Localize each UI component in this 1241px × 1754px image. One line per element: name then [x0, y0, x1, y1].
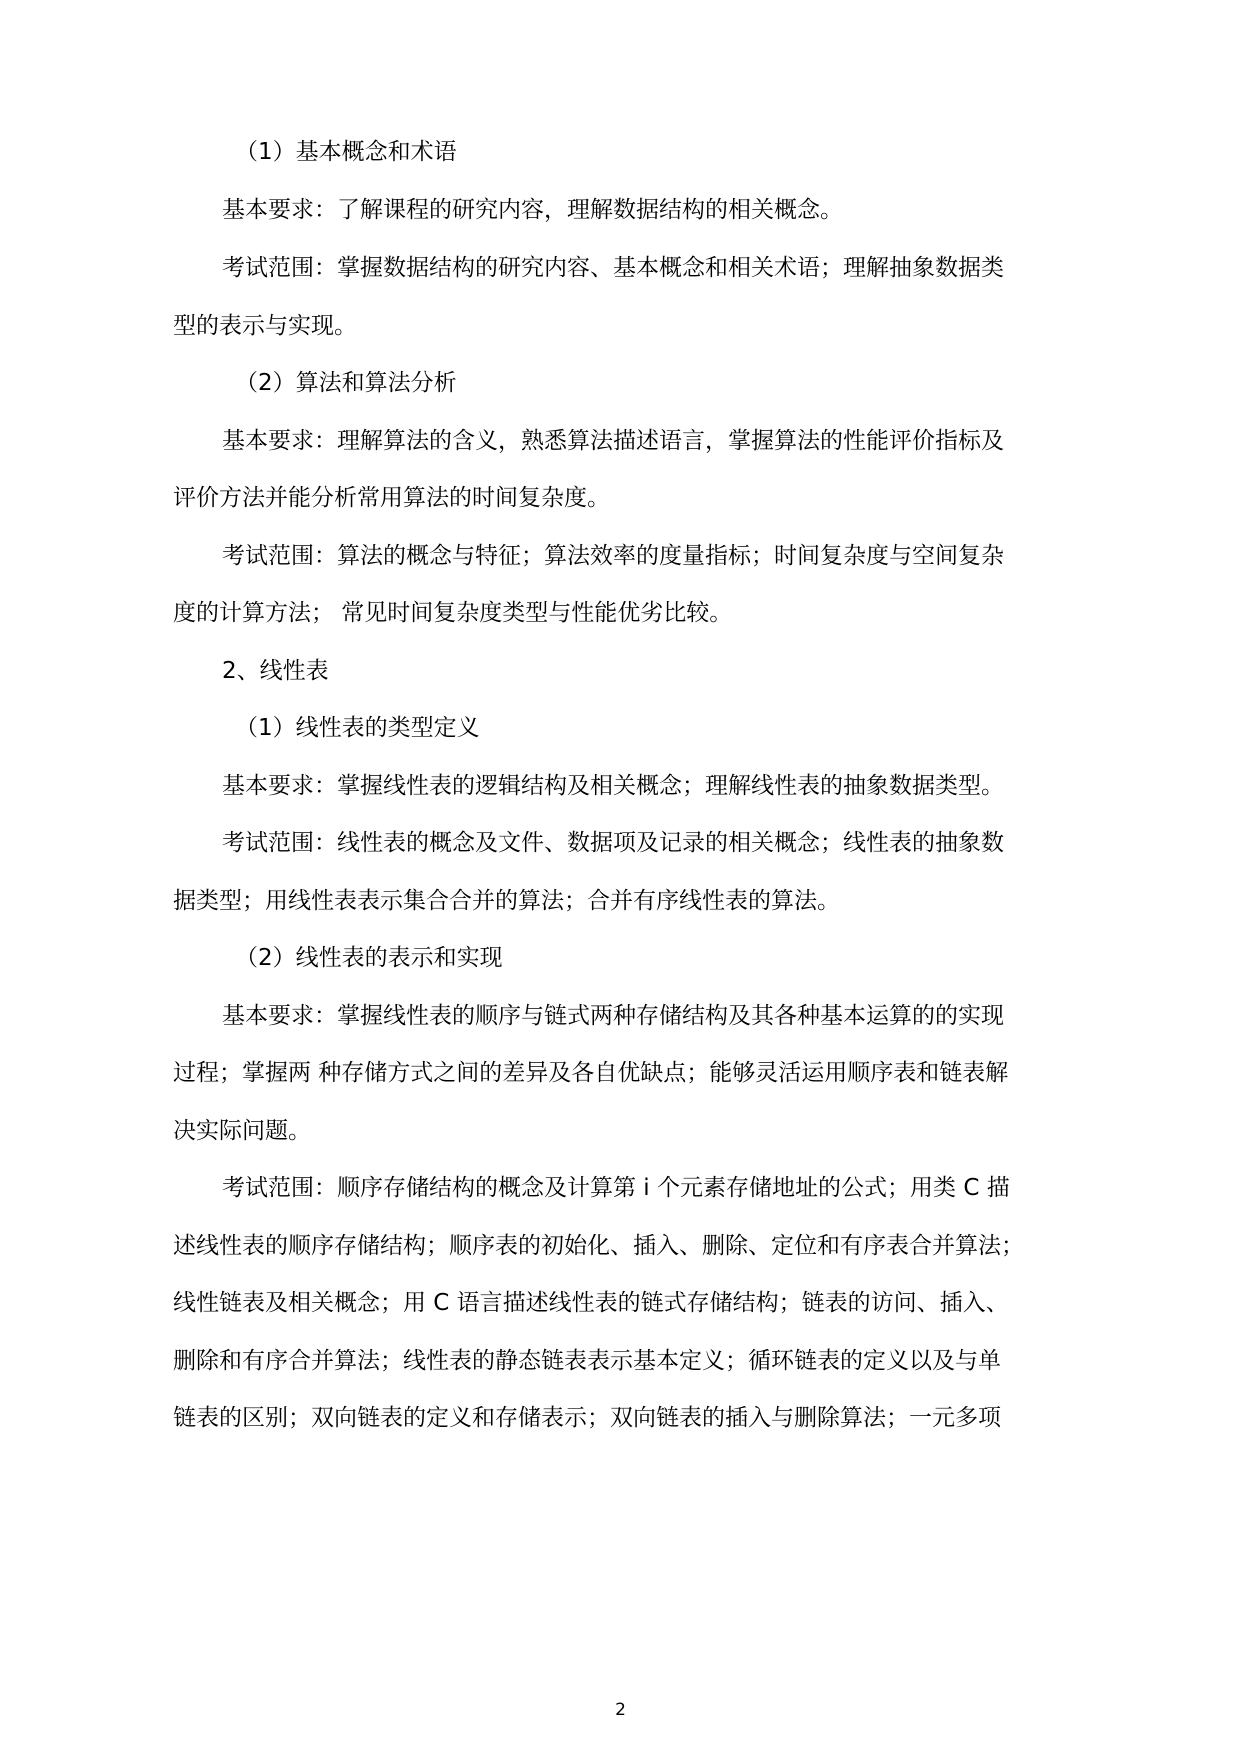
text-line: 评价方法并能分析常用算法的时间复杂度。 [173, 485, 610, 511]
basic-requirements-line: 基本要求：掌握线性表的顺序与链式两种存储结构及其各种基本运算的的实现 [222, 1003, 1004, 1029]
page-number: 2 [615, 1700, 626, 1720]
text-line: 过程；掌握两 种存储方式之间的差异及各自优缺点；能够灵活运用顺序表和链表解 [173, 1060, 1009, 1086]
basic-requirements-line: 基本要求：理解算法的含义，熟悉算法描述语言，掌握算法的性能评价指标及 [222, 428, 1004, 454]
text-line: 线性链表及相关概念；用 C 语言描述线性表的链式存储结构；链表的访问、插入、 [173, 1290, 1009, 1316]
basic-requirements-line: 基本要求：掌握线性表的逻辑结构及相关概念；理解线性表的抽象数据类型。 [222, 773, 1004, 799]
basic-requirements-line: 基本要求：了解课程的研究内容，理解数据结构的相关概念。 [222, 197, 843, 223]
exam-scope-line: 考试范围：掌握数据结构的研究内容、基本概念和相关术语；理解抽象数据类 [222, 255, 1004, 281]
text-line: 链表的区别；双向链表的定义和存储表示；双向链表的插入与删除算法；一元多项 [173, 1405, 1001, 1431]
subsection-heading-basic-concepts: （1）基本概念和术语 [235, 139, 457, 165]
text-line: 型的表示与实现。 [173, 313, 357, 339]
exam-scope-line: 考试范围：顺序存储结构的概念及计算第 i 个元素存储地址的公式；用类 C 描 [222, 1175, 1010, 1201]
text-line: 据类型；用线性表表示集合合并的算法；合并有序线性表的算法。 [173, 888, 840, 914]
subsection-heading-algorithms: （2）算法和算法分析 [235, 370, 457, 396]
exam-scope-line: 考试范围：线性表的概念及文件、数据项及记录的相关概念；线性表的抽象数 [222, 830, 1004, 856]
exam-scope-line: 考试范围：算法的概念与特征；算法效率的度量指标；时间复杂度与空间复杂 [222, 543, 1004, 569]
text-line: 述线性表的顺序存储结构；顺序表的初始化、插入、删除、定位和有序表合并算法； [173, 1233, 1024, 1259]
subsection-heading-representation: （2）线性表的表示和实现 [235, 945, 503, 971]
text-line: 决实际问题。 [173, 1118, 311, 1144]
text-line: 删除和有序合并算法；线性表的静态链表表示基本定义；循环链表的定义以及与单 [173, 1348, 1001, 1374]
text-line: 度的计算方法； 常见时间复杂度类型与性能优劣比较。 [173, 600, 733, 626]
section-heading-linear-list: 2、线性表 [222, 658, 329, 684]
subsection-heading-type-definition: （1）线性表的类型定义 [235, 715, 480, 741]
